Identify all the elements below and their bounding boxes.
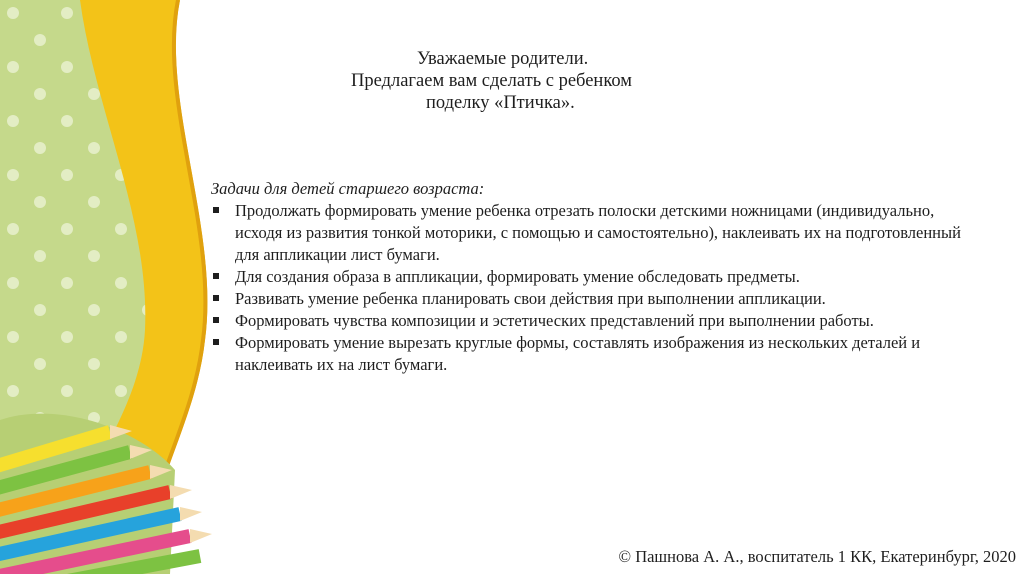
- footer-credit: © Пашнова А. А., воспитатель 1 КК, Екатеринбург, 2020: [618, 547, 1016, 566]
- list-item: [211, 332, 971, 376]
- page-title: [300, 48, 750, 114]
- bullet-icon: [213, 207, 219, 213]
- list-item-text: Формировать чувства композиции и эстетических представлений при выполнении работы.: [235, 311, 874, 330]
- bullet-icon: [213, 273, 219, 279]
- tasks-list: [211, 200, 971, 376]
- bullet-icon: [213, 317, 219, 323]
- title-line-1: Уважаемые родители.: [417, 49, 589, 69]
- bullet-icon: [213, 339, 219, 345]
- title-line-3: поделку «Птичка».: [426, 93, 575, 113]
- list-item-text: Для создания образа в аппликации, формировать умение обследовать предметы.: [235, 267, 800, 286]
- list-item: [211, 288, 971, 310]
- tasks-section: [211, 178, 971, 376]
- list-item: [211, 200, 971, 266]
- list-item-text: Формировать умение вырезать круглые формы, составлять изображения из нескольких деталей и наклеивать их на лист бумаги.: [235, 333, 921, 374]
- list-item-text: Развивать умение ребенка планировать свои действия при выполнении аппликации.: [235, 289, 826, 308]
- title-line-2: Предлагаем вам сделать с ребенком: [351, 71, 632, 91]
- list-item-text: Продолжать формировать умение ребенка отрезать полоски детскими ножницами (индивидуально, исходя из развития тонкой моторики, с помощью и самостоятельно), наклеивать их на подготовленный для аппликации лист бумаги.: [235, 201, 961, 264]
- list-item: [211, 310, 971, 332]
- tasks-heading: Задачи для детей старшего возраста:: [211, 179, 485, 198]
- list-item: [211, 266, 971, 288]
- bullet-icon: [213, 295, 219, 301]
